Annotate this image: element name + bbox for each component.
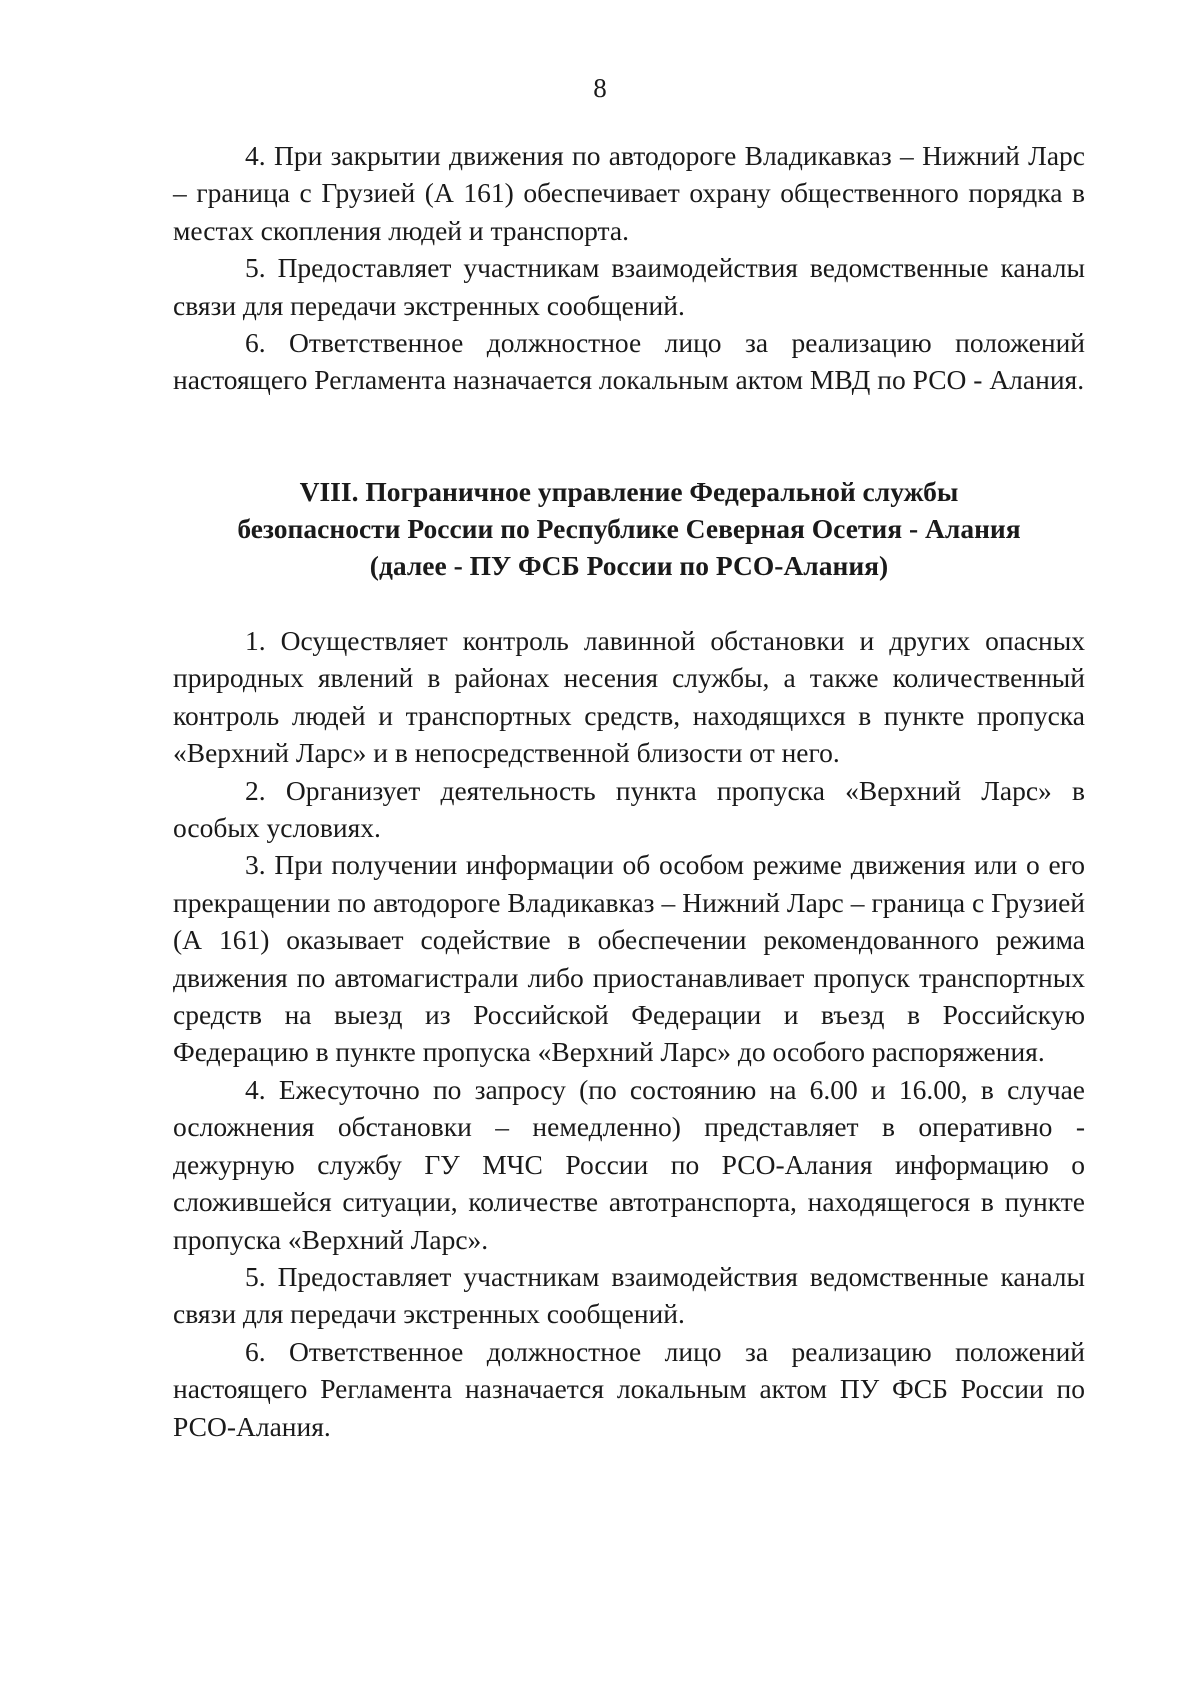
border-paragraph-4: 4. Ежесуточно по запросу (по состоянию на 6.00 и 16.00, в случае осложнения обстановки – немедленно) представляет в оперативно - дежурную службу ГУ МЧС России по РСО-Алания информацию о сложившейся ситуации, количестве автотранспорта, находящегося в пункте пропуска «Верхний Ларс».	[173, 1073, 1085, 1255]
police-section-body	[173, 137, 1085, 399]
section-heading	[173, 473, 1085, 584]
police-paragraph-6: 6. Ответственное должностное лицо за реализацию положений настоящего Регламента назначается локальным актом МВД по РСО - Алания.	[173, 327, 1085, 396]
border-paragraph-5: 5. Предоставляет участникам взаимодействия ведомственные каналы связи для передачи экстренных сообщений.	[173, 1260, 1085, 1330]
border-paragraph-2: 2. Организует деятельность пункта пропуска «Верхний Ларс» в особых условиях.	[173, 774, 1085, 844]
section-heading-line-2: безопасности России по Республике Северная Осетия - Алания	[237, 513, 1021, 544]
border-paragraph-3: 3. При получении информации об особом режиме движения или о его прекращении по автодороге Владикавказ – Нижний Ларс – граница с Грузией (А 161) оказывает содействие в обеспечении рекомендованного режима движения по автомагистрали либо приостанавливает пропуск транспортных средств на выезд из Российской Федерации и въезд в Российскую Федерацию в пункте пропуска «Верхний Ларс» до особого распоряжения.	[173, 849, 1085, 1068]
border-section-body	[173, 622, 1085, 1445]
border-paragraph-1: 1. Осуществляет контроль лавинной обстановки и других опасных природных явлений в районах несения службы, а также количественный контроль людей и транспортных средств, находящихся в пункте пропуска «Верхний Ларс» и в непосредственной близости от него.	[173, 625, 1085, 769]
page-number: 8	[593, 73, 607, 103]
section-heading-line-3: (далее - ПУ ФСБ России по РСО-Алания)	[369, 550, 889, 581]
section-heading-line-1: VIII. Пограничное управление Федеральной службы	[299, 476, 959, 507]
police-paragraph-5: 5. Предоставляет участникам взаимодействия ведомственные каналы связи для передачи экстренных сообщений.	[173, 252, 1085, 321]
border-paragraph-6: 6. Ответственное должностное лицо за реализацию положений настоящего Регламента назначается локальным актом ПУ ФСБ России по РСО-Алания.	[173, 1335, 1085, 1442]
police-paragraph-4: 4. При закрытии движения по автодороге Владикавказ – Нижний Ларс – граница с Грузией (А 161) обеспечивает охрану общественного порядка в местах скопления людей и транспорта.	[173, 140, 1085, 246]
